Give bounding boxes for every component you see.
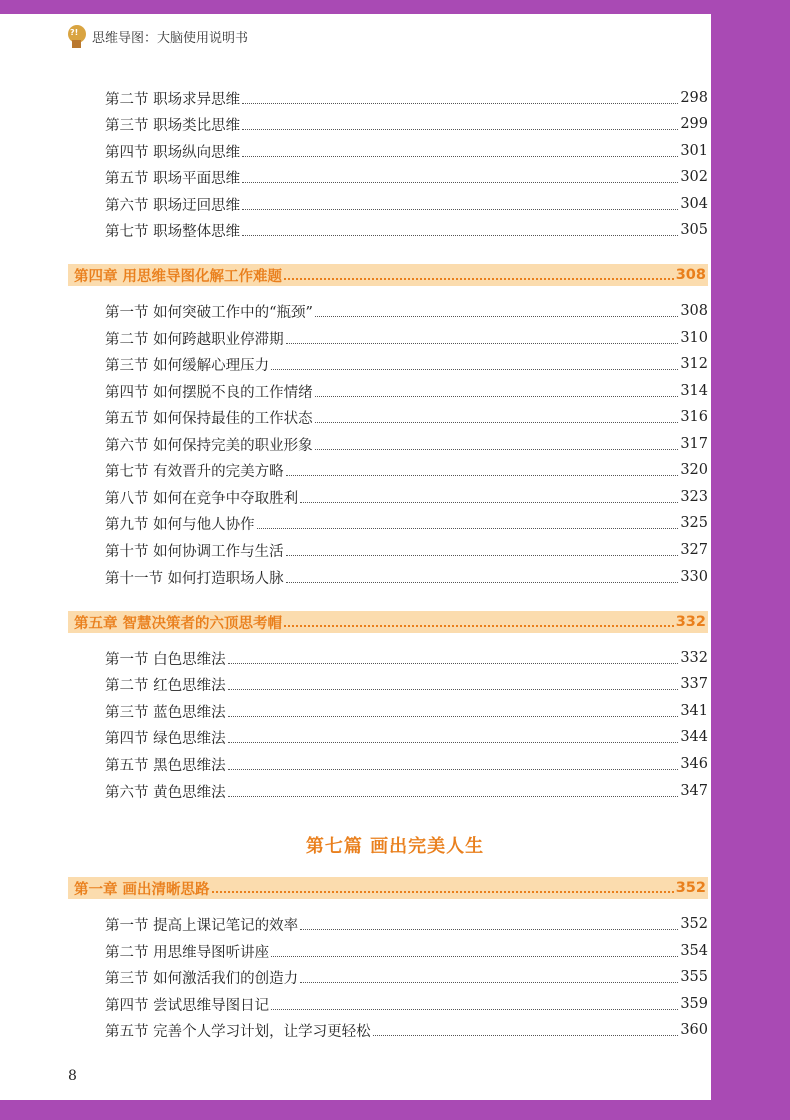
header-title: 思维导图：大脑使用说明书 — [92, 30, 249, 46]
toc-entry[interactable]: 第五节 如何保持最佳的工作状态 316 — [105, 409, 708, 427]
toc-entry[interactable]: 第七节 职场整体思维 305 — [105, 222, 708, 240]
toc-entry[interactable]: 第六节 如何保持完美的职业形象 317 — [105, 436, 708, 454]
toc-entry[interactable]: 第十一节 如何打造职场人脉 330 — [105, 569, 708, 587]
toc-entry[interactable]: 第二节 职场求异思维 298 — [105, 90, 708, 108]
toc-entry[interactable]: 第八节 如何在竞争中夺取胜利 323 — [105, 489, 708, 507]
toc-entry[interactable]: 第四节 如何摆脱不良的工作情绪 314 — [105, 383, 708, 401]
chapter-heading[interactable]: 第四章 用思维导图化解工作难题 308 — [68, 264, 708, 286]
chapter-heading[interactable]: 第一章 画出清晰思路 352 — [68, 877, 708, 899]
toc-entry[interactable]: 第六节 职场迂回思维 304 — [105, 196, 708, 214]
toc-entry[interactable]: 第一节 白色思维法 332 — [105, 650, 708, 668]
toc-entry[interactable]: 第十节 如何协调工作与生活 327 — [105, 542, 708, 560]
toc-entry[interactable]: 第四节 尝试思维导图日记 359 — [105, 996, 708, 1014]
toc-entry[interactable]: 第九节 如何与他人协作 325 — [105, 515, 708, 533]
toc-entry[interactable]: 第七节 有效晋升的完美方略 320 — [105, 462, 708, 480]
toc-entry[interactable]: 第四节 职场纵向思维 301 — [105, 143, 708, 161]
toc-entry[interactable]: 第五节 完善个人学习计划，让学习更轻松 360 — [105, 1022, 708, 1040]
toc-entry[interactable]: 第三节 如何激活我们的创造力 355 — [105, 969, 708, 987]
toc-entry[interactable]: 第一节 如何突破工作中的“瓶颈” 308 — [105, 303, 708, 321]
page-number: 8 — [68, 1068, 77, 1084]
toc-entry[interactable]: 第五节 黑色思维法 346 — [105, 756, 708, 774]
toc-entry[interactable]: 第四节 绿色思维法 344 — [105, 729, 708, 747]
toc-entry[interactable]: 第三节 蓝色思维法 341 — [105, 703, 708, 721]
toc-entry[interactable]: 第一节 提高上课记笔记的效率 352 — [105, 916, 708, 934]
toc-entry[interactable]: 第二节 红色思维法 337 — [105, 676, 708, 694]
chapter-heading[interactable]: 第五章 智慧决策者的六顶思考帽 332 — [68, 611, 708, 633]
toc-entry[interactable]: 第三节 职场类比思维 299 — [105, 116, 708, 134]
part-title: 第七篇 画出完美人生 — [305, 836, 485, 857]
running-header — [66, 22, 248, 50]
toc-entry[interactable]: 第二节 用思维导图听讲座 354 — [105, 943, 708, 961]
head-question-logo-icon: ?! — [66, 23, 88, 49]
toc-entry[interactable]: 第三节 如何缓解心理压力 312 — [105, 356, 708, 374]
toc-entry[interactable]: 第六节 黄色思维法 347 — [105, 783, 708, 801]
toc-entry[interactable]: 第二节 如何跨越职业停滞期 310 — [105, 330, 708, 348]
toc-entry[interactable]: 第五节 职场平面思维 302 — [105, 169, 708, 187]
